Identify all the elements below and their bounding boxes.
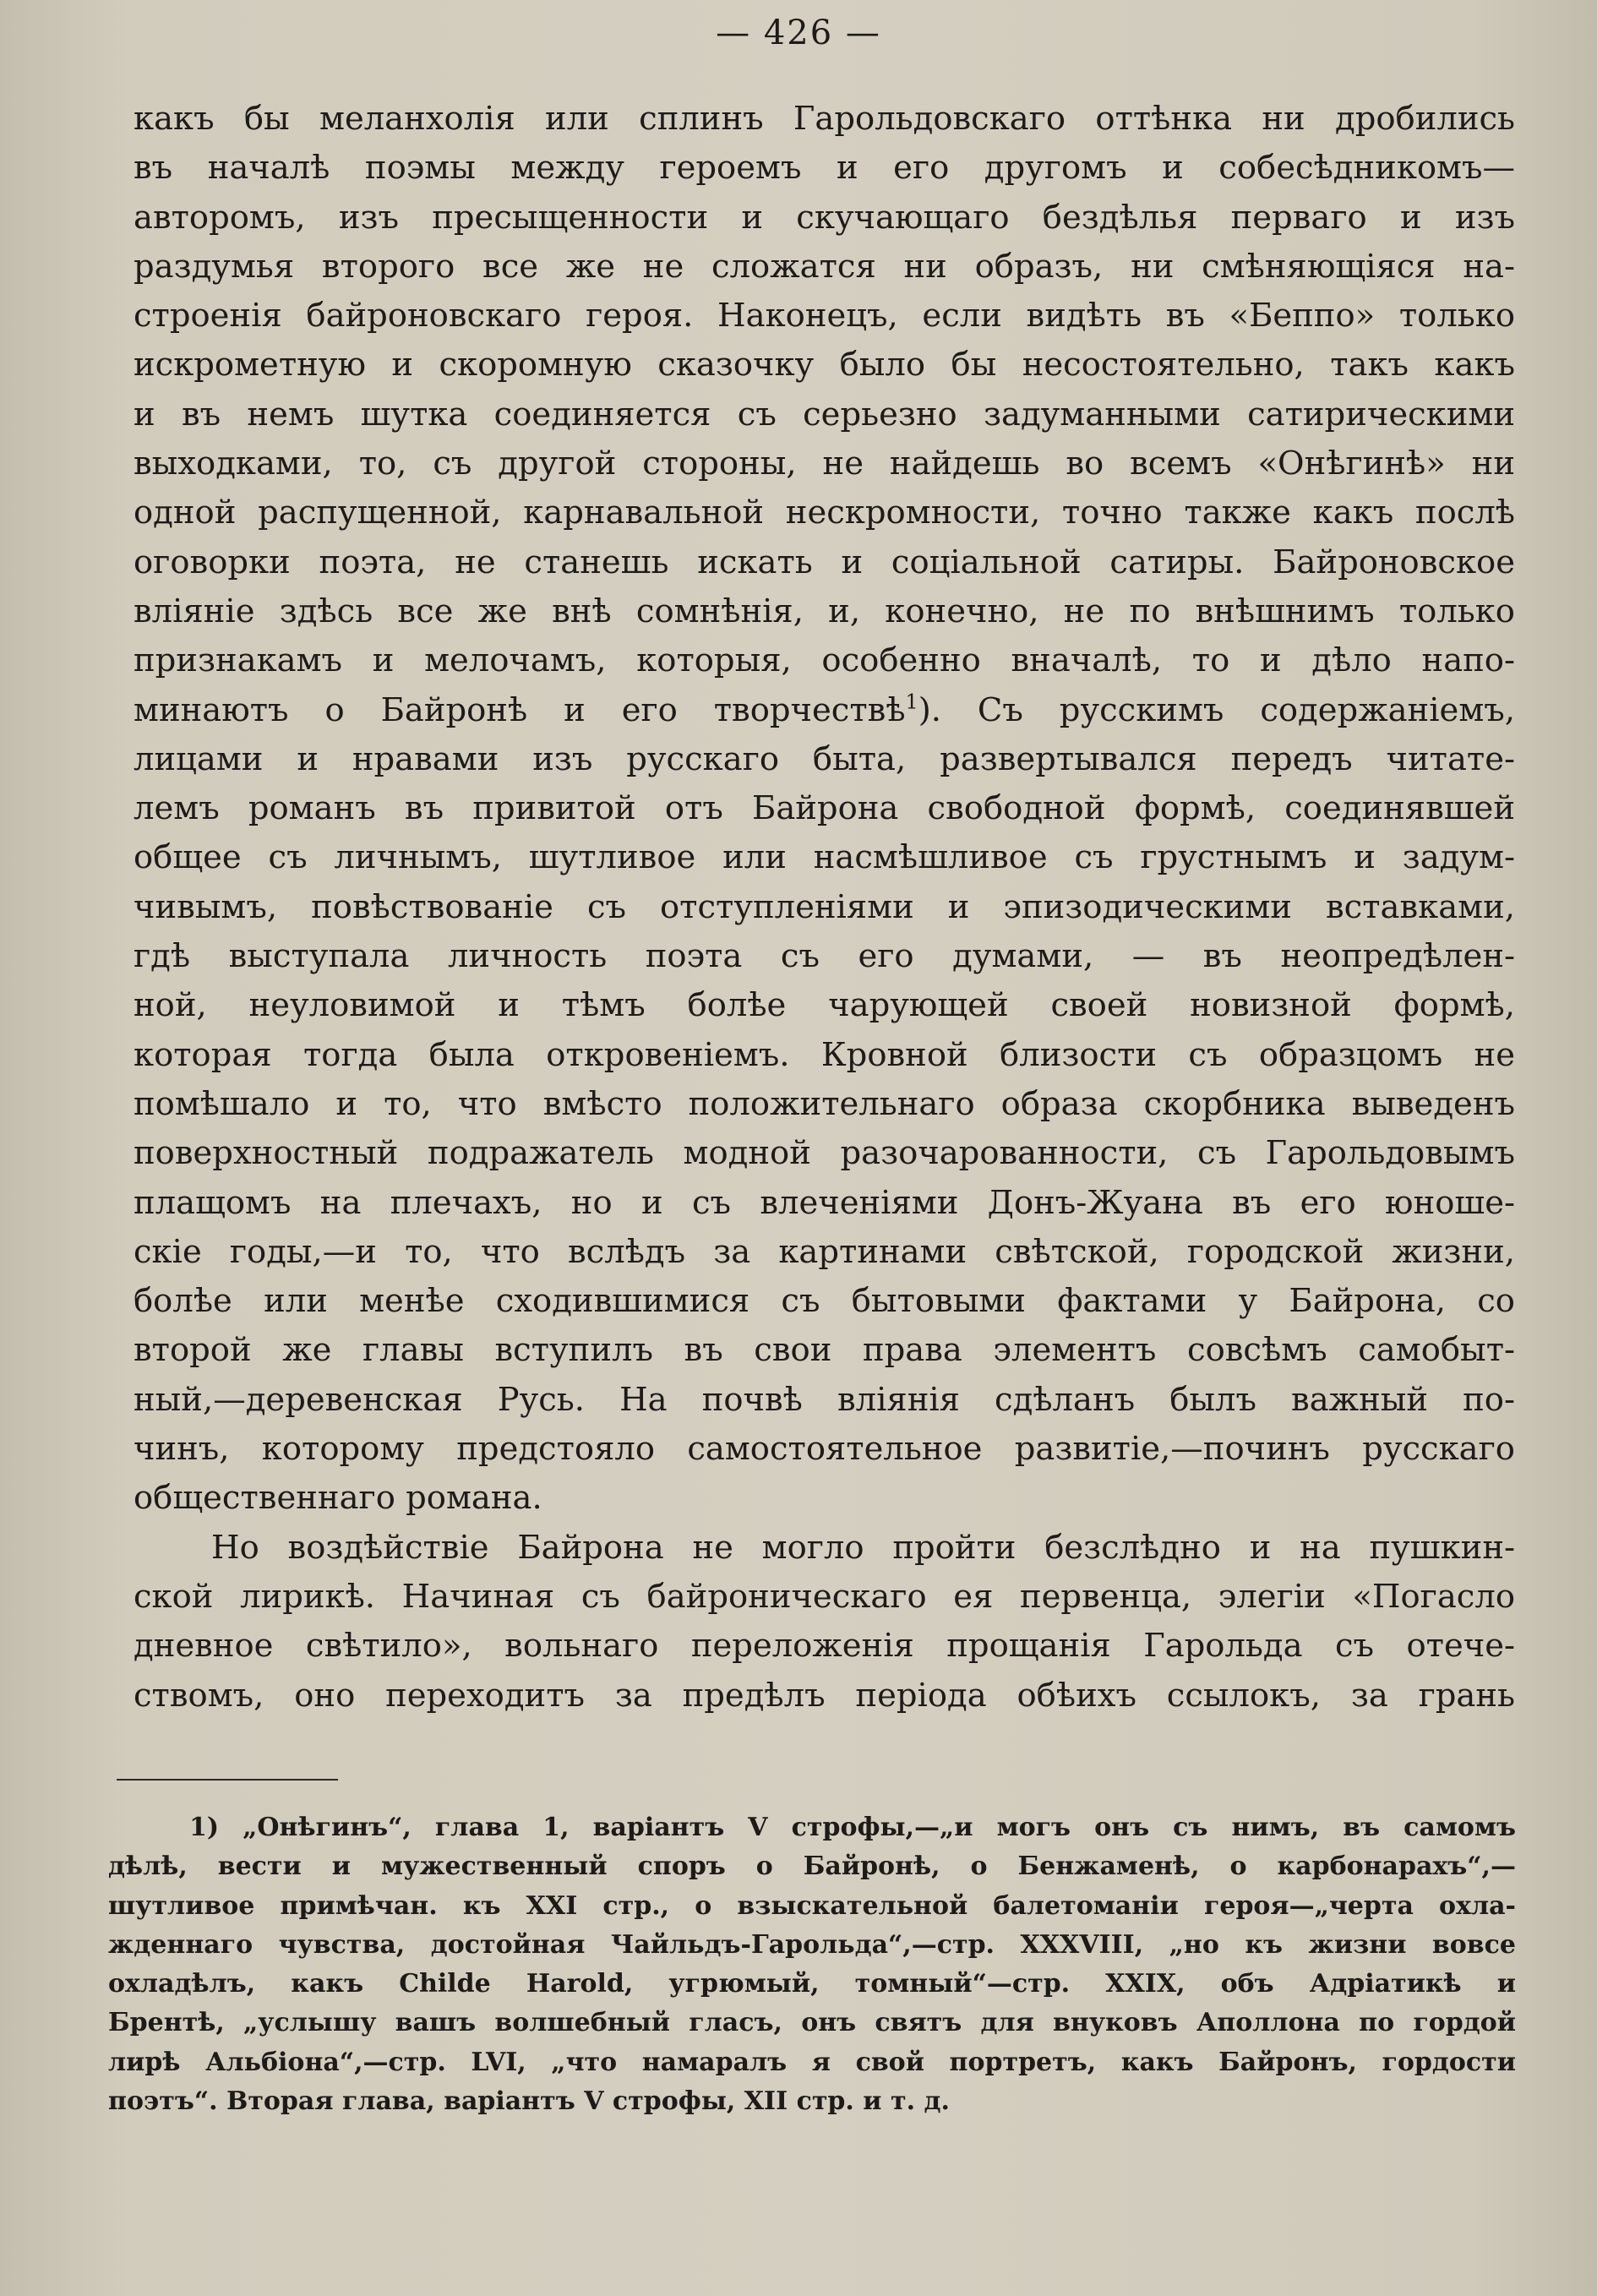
text-line: скіе годы,—и то, что вслѣдъ за картинами свѣтской, городской жизни, <box>134 1232 1515 1271</box>
text-line: оговорки поэта, не станешь искать и соціальной сатиры. Байроновское <box>134 543 1515 581</box>
text-line: болѣе или менѣе сходившимися съ бытовыми фактами у Байрона, со <box>134 1282 1515 1321</box>
text-line: ный,—деревенская Русь. На почвѣ вліянія сдѣланъ былъ важный по- <box>134 1380 1515 1419</box>
footnote-line: дѣлѣ, вести и мужественный споръ о Байронѣ, о Бенжаменѣ, о карбонарахъ“,— <box>108 1852 1516 1882</box>
text-line: въ началѣ поэмы между героемъ и его другомъ и собесѣдникомъ— <box>134 149 1515 188</box>
text-line: авторомъ, изъ пресыщенности и скучающаго бездѣлья перваго и изъ <box>134 198 1515 237</box>
footnote-line: охладѣлъ, какъ Childe Harold, угрюмый, томный“—стр. XXIX, объ Адріатикѣ и <box>108 1969 1516 1999</box>
text-line: плащомъ на плечахъ, но и съ влеченіями Донъ-Жуана въ его юноше- <box>134 1183 1515 1222</box>
text-segment: ). Съ русскимъ содержаніемъ, <box>918 690 1515 729</box>
text-line-with-footnote-ref <box>134 686 1515 735</box>
text-line: помѣшало и то, что вмѣсто положительнаго образа скорбника выведенъ <box>134 1084 1515 1123</box>
footnote-line: шутливое примѣчан. къ XXI стр., о взыскательной балетоманіи героя—„черта охла- <box>108 1890 1516 1921</box>
text-line: выходками, то, съ другой стороны, не найдешь во всемъ «Онѣгинѣ» ни <box>134 444 1515 483</box>
footnote-divider <box>117 1779 338 1781</box>
footnotes <box>108 1808 1516 2121</box>
text-line: общее съ личнымъ, шутливое или насмѣшливое съ грустнымъ и задум- <box>134 838 1515 877</box>
text-line: лемъ романъ въ привитой отъ Байрона свободной формѣ, соединявшей <box>134 789 1515 828</box>
text-line: чинъ, которому предстояло самостоятельное развитіе,—починъ русскаго <box>134 1430 1515 1469</box>
paragraph-first-line: Но воздѣйствіе Байрона не могло пройти безслѣдно и на пушкин- <box>211 1528 1515 1567</box>
text-line: второй же главы вступилъ въ свои права элементъ совсѣмъ самобыт- <box>134 1331 1515 1370</box>
text-line: ствомъ, оно переходитъ за предѣлъ періода обѣихъ ссылокъ, за грань <box>134 1676 1515 1715</box>
text-segment: минаютъ о Байронѣ и его творчествѣ <box>134 690 906 729</box>
text-line: ской лирикѣ. Начиная съ байроническаго ея первенца, элегіи «Погасло <box>134 1577 1515 1616</box>
text-line: дневное свѣтило», вольнаго переложенія прощанія Гарольда съ отече- <box>134 1627 1515 1666</box>
footnote-line: Брентѣ, „услышу вашъ волшебный гласъ, онъ святъ для внуковъ Аполлона по гордой <box>108 2008 1516 2038</box>
text-line: общественнаго романа. <box>134 1479 542 1518</box>
text-line: строенія байроновскаго героя. Наконецъ, если видѣть въ «Беппо» только <box>134 297 1515 335</box>
text-line: которая тогда была откровеніемъ. Кровной близости съ образцомъ не <box>134 1035 1515 1074</box>
text-line: ной, неуловимой и тѣмъ болѣе чарующей своей новизной формѣ, <box>134 986 1515 1025</box>
text-line: раздумья второго все же не сложатся ни образъ, ни смѣняющіяся на- <box>134 247 1515 286</box>
text-line: поверхностный подражатель модной разочарованности, съ Гарольдовымъ <box>134 1134 1515 1173</box>
footnote-line: жденнаго чувства, достойная Чайльдъ-Гарольда“,—стр. XXXVIII, „но къ жизни вовсе <box>108 1929 1516 1960</box>
text-line: лицами и нравами изъ русскаго быта, развертывался передъ читате- <box>134 739 1515 778</box>
text-line: и въ немъ шутка соединяется съ серьезно задуманными сатирическими <box>134 395 1515 434</box>
text-line: какъ бы меланхолія или сплинъ Гарольдовскаго оттѣнка ни дробились <box>134 100 1515 138</box>
text-line: одной распущенной, карнавальной нескромности, точно также какъ послѣ <box>134 494 1515 532</box>
text-line: искрометную и скоромную сказочку было бы несостоятельно, такъ какъ <box>134 346 1515 384</box>
page-number: — 426 — <box>716 14 881 52</box>
text-line: признакамъ и мелочамъ, которыя, особенно вначалѣ, то и дѣло напо- <box>134 641 1515 680</box>
body-text <box>134 95 1515 1721</box>
footnote-line: поэтъ“. Вторая глава, варіантъ V строфы, XII стр. и т. д. <box>108 2086 950 2117</box>
text-line: гдѣ выступала личность поэта съ его думами, — въ неопредѣлен- <box>134 937 1515 976</box>
footnote-line: лирѣ Альбіона“,—стр. LVI, „что намаралъ я свой портретъ, какъ Байронъ, гордости <box>108 2047 1516 2077</box>
text-line: вліяніе здѣсь все же внѣ сомнѣнія, и, конечно, не по внѣшнимъ только <box>134 592 1515 630</box>
text-line: чивымъ, повѣствованіе съ отступленіями и эпизодическими вставками, <box>134 887 1515 926</box>
footnote-line: 1) „Онѣгинъ“, глава 1, варіантъ V строфы,—„и могъ онъ съ нимъ, въ самомъ <box>189 1813 1516 1842</box>
footnote-marker: 1 <box>905 690 918 714</box>
